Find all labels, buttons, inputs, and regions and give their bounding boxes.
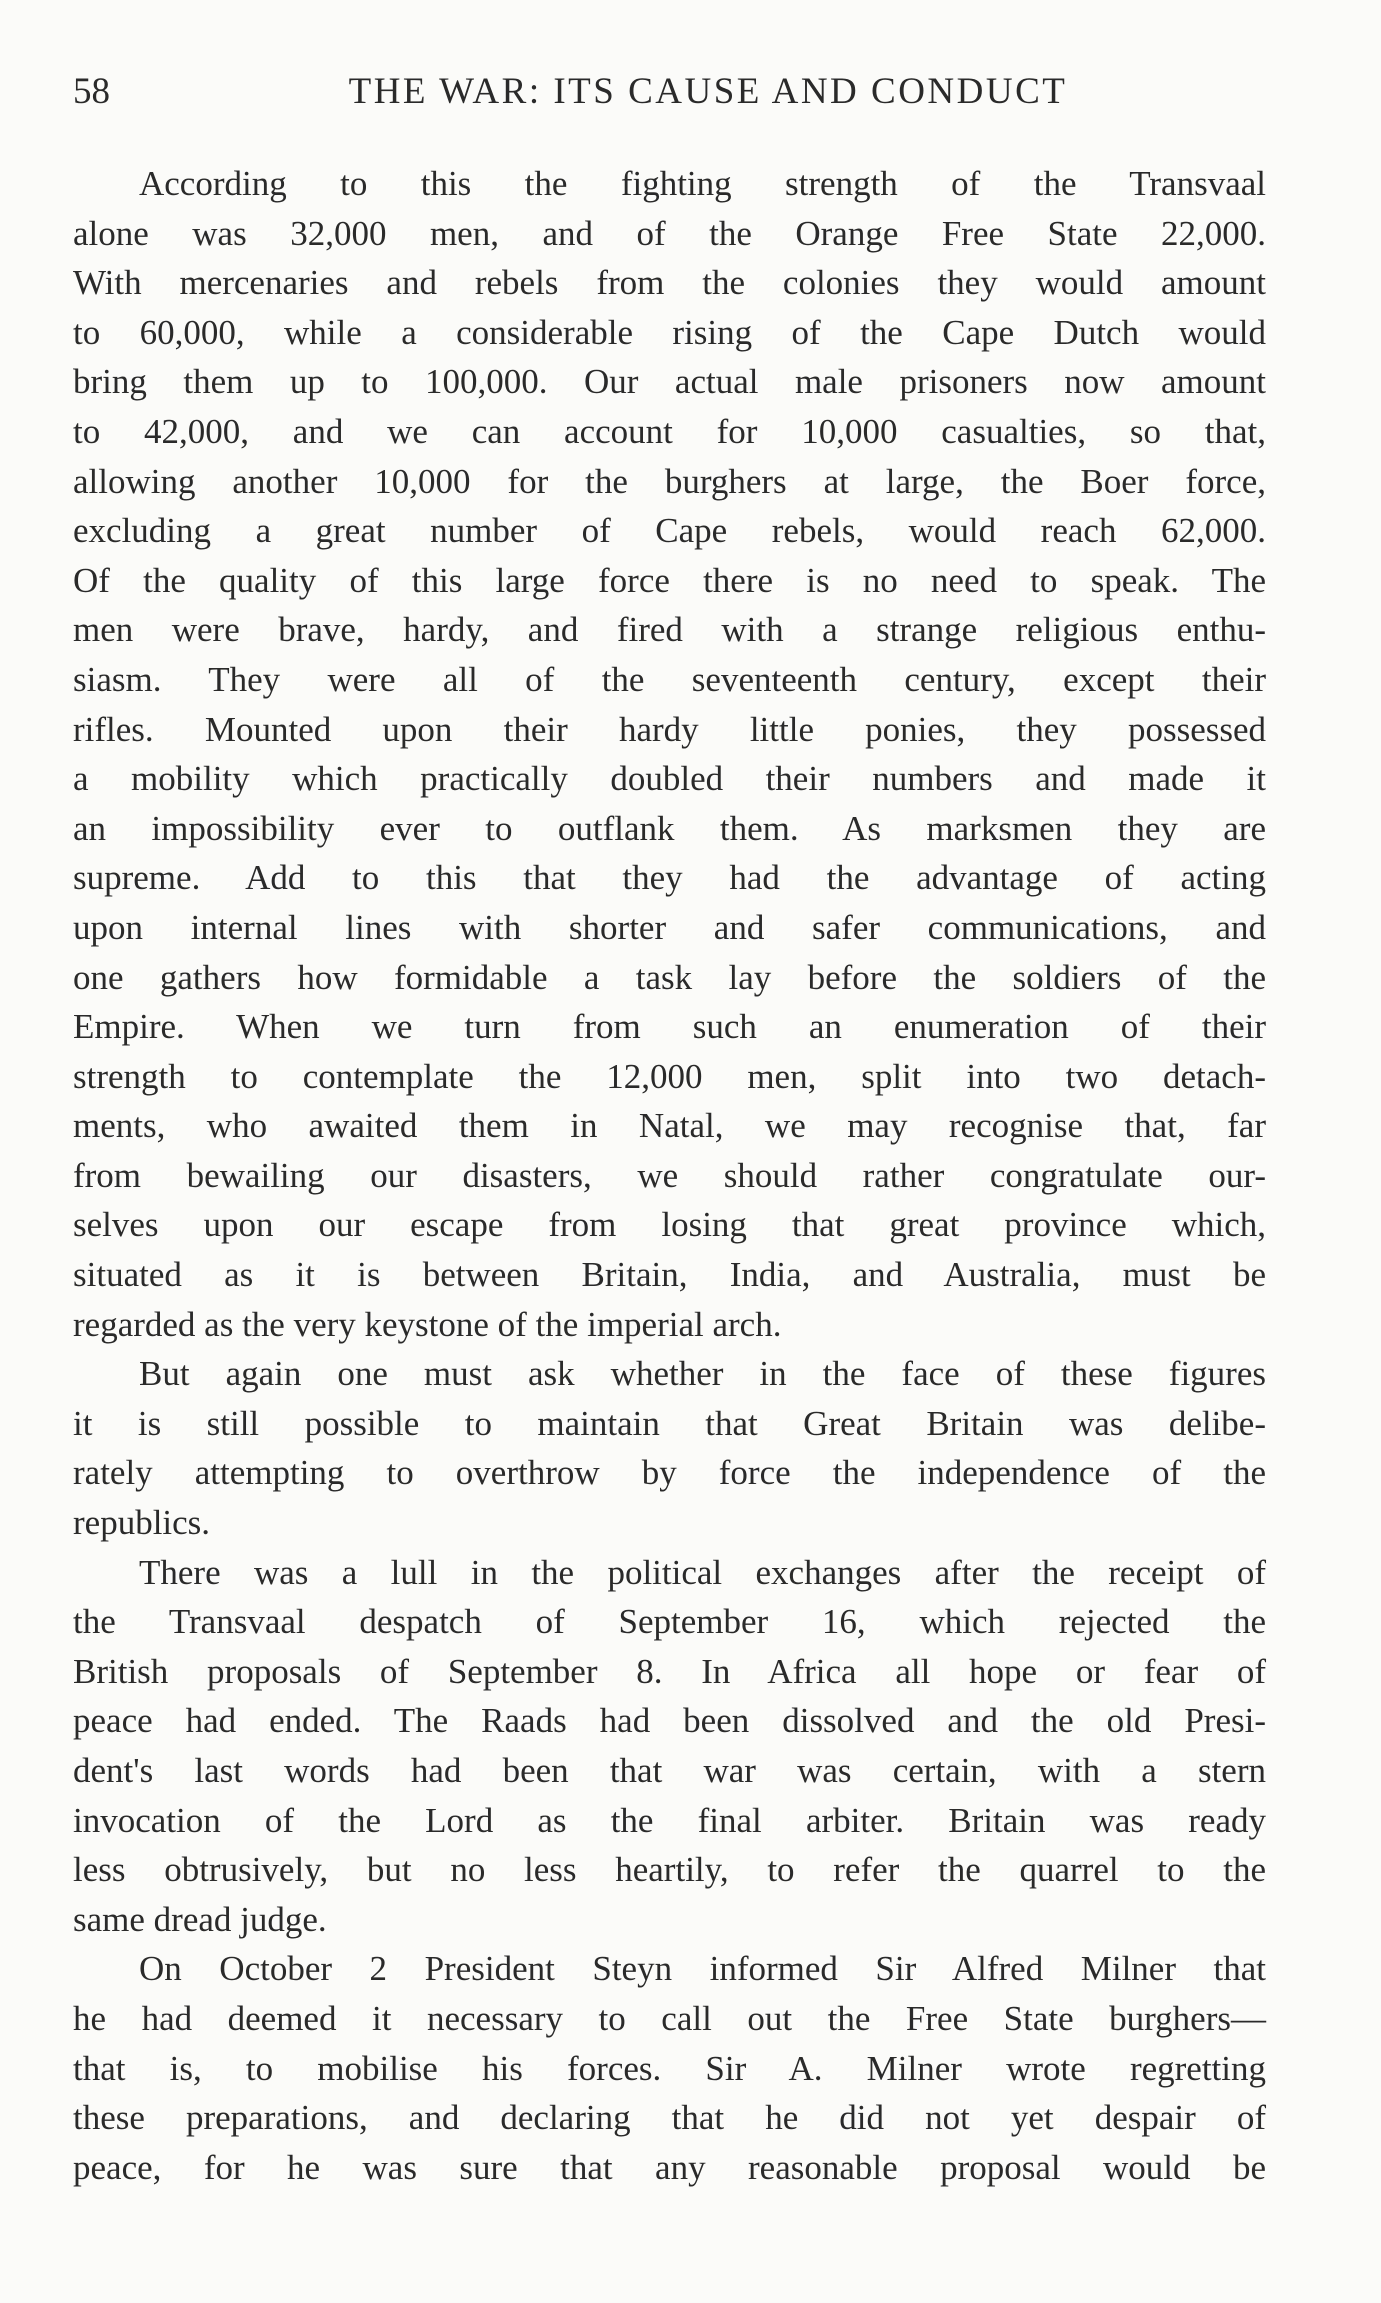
text-line <box>73 1796 1266 1846</box>
text-line-content: British proposals of September 8. In Africa all hope or fear of <box>73 1651 1266 1691</box>
text-line-content: situated as it is between Britain, India, and Australia, must be <box>73 1255 1266 1295</box>
text-line <box>73 258 1266 308</box>
text-line <box>73 1399 1266 1449</box>
text-line <box>73 159 1266 209</box>
text-line <box>73 1002 1266 1052</box>
page-number: 58 <box>73 71 110 112</box>
text-line <box>73 2044 1266 2094</box>
text-line-content: it is still possible to maintain that Great Britain was delibe- <box>73 1403 1266 1443</box>
text-line-content: With mercenaries and rebels from the colonies they would amount <box>73 263 1266 303</box>
text-line-content: There was a lull in the political exchanges after the receipt of <box>139 1552 1266 1592</box>
text-line-content: same dread judge. <box>73 1899 327 1939</box>
text-line <box>73 1052 1266 1102</box>
text-line <box>73 1101 1266 1151</box>
text-line-content: to 42,000, and we can account for 10,000 casualties, so that, <box>73 411 1266 451</box>
text-line <box>73 804 1266 854</box>
text-line-content: an impossibility ever to outflank them. As marksmen they are <box>73 808 1266 848</box>
running-header <box>73 70 1266 120</box>
paragraph <box>73 159 1266 1349</box>
text-line-content: allowing another 10,000 for the burghers at large, the Boer force, <box>73 461 1266 501</box>
text-line-content: from bewailing our disasters, we should rather congratulate our- <box>73 1155 1266 1195</box>
text-line-content: to 60,000, while a considerable rising of the Cape Dutch would <box>73 312 1266 352</box>
text-line <box>73 1548 1266 1598</box>
text-line-content: men were brave, hardy, and fired with a strange religious enthu- <box>73 610 1266 650</box>
text-line <box>73 357 1266 407</box>
text-line <box>73 903 1266 953</box>
text-line-content: that is, to mobilise his forces. Sir A. Milner wrote regretting <box>73 2048 1266 2088</box>
text-line-content: these preparations, and declaring that he did not yet despair of <box>73 2098 1266 2138</box>
text-line <box>73 2143 1266 2193</box>
text-line <box>73 1200 1266 1250</box>
text-line <box>73 506 1266 556</box>
text-line <box>73 705 1266 755</box>
text-line-content: regarded as the very keystone of the imperial arch. <box>73 1304 782 1344</box>
text-line-content: one gathers how formidable a task lay before the soldiers of the <box>73 957 1266 997</box>
paragraph <box>73 1548 1266 1945</box>
text-line-content: peace had ended. The Raads had been dissolved and the old Presi- <box>73 1701 1266 1741</box>
text-line-content: strength to contemplate the 12,000 men, split into two detach- <box>73 1056 1266 1096</box>
text-line <box>73 407 1266 457</box>
text-line-content: a mobility which practically doubled their numbers and made it <box>73 759 1266 799</box>
text-line <box>73 457 1266 507</box>
text-line <box>73 1845 1266 1895</box>
text-line-content: alone was 32,000 men, and of the Orange Free State 22,000. <box>73 213 1266 253</box>
text-line-content: Of the quality of this large force there is no need to speak. The <box>73 560 1266 600</box>
text-line-content: upon internal lines with shorter and safer communications, and <box>73 907 1266 947</box>
text-line-content: Empire. When we turn from such an enumeration of their <box>73 1007 1266 1047</box>
text-line-content: supreme. Add to this that they had the advantage of acting <box>73 858 1266 898</box>
text-line <box>73 1944 1266 1994</box>
text-line <box>73 1151 1266 1201</box>
text-line-content: rately attempting to overthrow by force the independence of the <box>73 1453 1266 1493</box>
text-line <box>73 1746 1266 1796</box>
text-line-content: peace, for he was sure that any reasonable proposal would be <box>73 2147 1266 2187</box>
text-line-content: rifles. Mounted upon their hardy little ponies, they possessed <box>73 709 1266 749</box>
body-text <box>73 159 1266 2192</box>
text-line-content: excluding a great number of Cape rebels, would reach 62,000. <box>73 511 1266 551</box>
paragraph <box>73 1944 1266 2192</box>
text-line <box>73 1696 1266 1746</box>
text-line-content: he had deemed it necessary to call out the Free State burghers— <box>73 1998 1266 2038</box>
text-line <box>73 1597 1266 1647</box>
text-line <box>73 1300 1266 1350</box>
text-line-content: the Transvaal despatch of September 16, which rejected the <box>73 1602 1266 1642</box>
text-line <box>73 1250 1266 1300</box>
text-line-content: According to this the fighting strength of the Transvaal <box>139 164 1266 203</box>
text-line <box>73 209 1266 259</box>
text-line-content: republics. <box>73 1503 211 1543</box>
text-line <box>73 308 1266 358</box>
paragraph <box>73 1349 1266 1547</box>
text-line <box>73 605 1266 655</box>
text-line <box>73 1895 1266 1945</box>
text-line-content: less obtrusively, but no less heartily, to refer the quarrel to the <box>73 1850 1266 1890</box>
text-line <box>73 1994 1266 2044</box>
text-line <box>73 1448 1266 1498</box>
text-line <box>73 754 1266 804</box>
text-line-content: On October 2 President Steyn informed Sir Alfred Milner that <box>139 1949 1266 1989</box>
text-line-content: But again one must ask whether in the face of these figures <box>139 1354 1266 1394</box>
running-title: THE WAR: ITS CAUSE AND CONDUCT <box>348 71 1068 112</box>
text-line-content: selves upon our escape from losing that great province which, <box>73 1205 1266 1245</box>
text-line <box>73 2093 1266 2143</box>
text-line-content: ments, who awaited them in Natal, we may recognise that, far <box>73 1106 1266 1146</box>
text-line <box>73 655 1266 705</box>
text-line <box>73 853 1266 903</box>
text-line-content: siasm. They were all of the seventeenth century, except their <box>73 659 1266 699</box>
text-line <box>73 556 1266 606</box>
text-line-content: invocation of the Lord as the final arbiter. Britain was ready <box>73 1800 1266 1840</box>
text-line <box>73 1498 1266 1548</box>
text-line <box>73 1349 1266 1399</box>
text-line-content: bring them up to 100,000. Our actual male prisoners now amount <box>73 362 1266 402</box>
text-line <box>73 1647 1266 1697</box>
text-line-content: dent's last words had been that war was certain, with a stern <box>73 1751 1266 1790</box>
text-line <box>73 953 1266 1003</box>
